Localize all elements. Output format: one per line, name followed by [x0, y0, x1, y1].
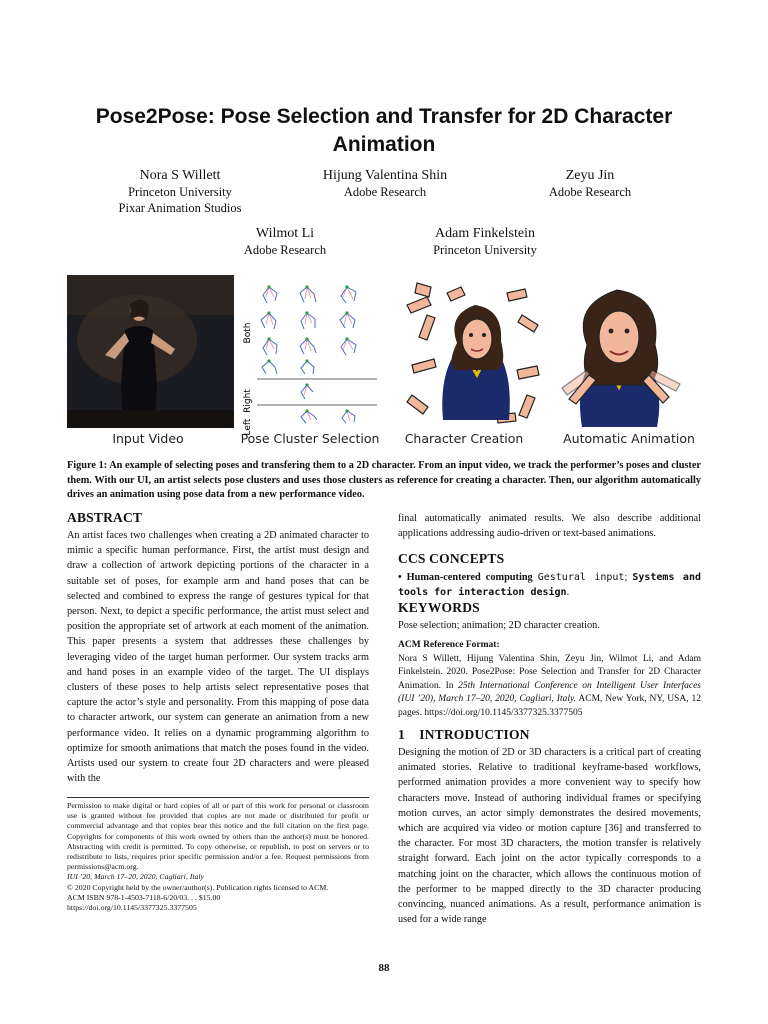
ccs-separator: ;	[624, 572, 633, 583]
reference-heading: ACM Reference Format:	[398, 640, 500, 650]
footnote	[67, 801, 369, 913]
footnote-isbn: ACM ISBN 978-1-4503-7118-6/20/03. . . $15.00	[67, 892, 221, 902]
author-name: Adam Finkelstein	[435, 226, 535, 241]
teaser-figure	[67, 275, 701, 447]
author-block	[200, 225, 370, 258]
ccs-concept: Gestural input	[537, 572, 625, 583]
footnote-copyright: © 2020 Copyright held by the owner/author(s). Publication rights licensed to ACM.	[67, 882, 329, 892]
pose-cluster-panel	[237, 275, 397, 435]
cluster-label: Left	[243, 418, 253, 436]
footnote-doi: https://doi.org/10.1145/3377325.3377505	[67, 903, 197, 913]
author-name: Wilmot Li	[255, 226, 315, 241]
input-video-panel	[67, 275, 234, 428]
author-affiliation: Pixar Animation Studios	[118, 201, 242, 215]
reference-tail: ACM, New York, NY, USA, 12 pages. https://doi.org/10.1145/3377325.3377505	[398, 694, 701, 718]
figure-caption: Figure 1: An example of selecting poses and transfering them to a 2D character. From an input video, we track the performer’s poses and cluster them. With our UI, an artist selects pose clusters and uses those clusters as reference for creating a character. Then, our algorithm automatically drives an animation using pose data from a new performance video.	[67, 460, 701, 500]
paper-title: Pose2Pose: Pose Selection and Transfer for 2D Character Animation	[95, 105, 673, 156]
section-heading: CCS CONCEPTS	[398, 551, 505, 566]
page-number: 88	[378, 962, 390, 974]
author-block	[300, 167, 470, 200]
author-affiliation: Adobe Research	[548, 185, 632, 199]
cluster-label: Both	[243, 322, 253, 344]
author-name: Hijung Valentina Shin	[322, 168, 448, 183]
ccs-end: .	[566, 587, 570, 599]
section-heading: 1 INTRODUCTION	[398, 727, 530, 742]
panel-label: Automatic Animation	[563, 431, 695, 446]
acm-reference	[398, 639, 701, 721]
author-block	[95, 167, 265, 216]
automatic-animation-panel	[557, 275, 701, 428]
ccs-concept: Systems and tools for interaction design	[398, 572, 701, 599]
character-creation-panel	[407, 283, 539, 423]
footnote-rule	[67, 797, 369, 798]
panel-label: Character Creation	[404, 431, 524, 446]
cluster-label: Right	[243, 389, 253, 413]
author-affiliation: Princeton University	[433, 243, 537, 257]
author-block	[400, 225, 570, 258]
author-block	[505, 167, 675, 200]
author-affiliation: Adobe Research	[343, 185, 427, 199]
ccs-concepts	[398, 570, 701, 600]
panel-label: Input Video	[112, 431, 184, 446]
ccs-bullet: • Human-centered computing	[398, 572, 533, 583]
abstract-text: An artist faces two challenges when creating a 2D animated character to mimic a specific human performance. First, the artist must design and draw a collection of artwork depicting portions of the character in a suitable set of poses, for example arm and hand poses that can be selected and combined to express the range of gestures typical for that person. Next, to depict a specific performance, the artist must select and position the appropriate set of artwork at each moment of the animation. This paper presents a system that addresses these challenges by leveraging video of the target human performer. Our system tracks arm and hand poses in an example video of the target. The UI displays clusters of these poses to help artists select representative poses that capture the actor’s style and personality. From this mapping of pose data to character artwork, our system can generate an animation from a new performance video. It relies on a dynamic programming algorithm to optimize for smooth animations that match the poses found in the video. Artists used our system to create four 2D characters and were pleased with the	[67, 530, 369, 785]
footnote-venue: IUI ’20, March 17–20, 2020, Cagliari, Italy	[67, 872, 205, 882]
author-affiliation: Adobe Research	[243, 243, 327, 257]
panel-label: Pose Cluster Selection	[240, 431, 380, 446]
author-affiliation: Princeton University	[128, 185, 232, 199]
section-heading: KEYWORDS	[398, 600, 480, 615]
reference-venue: 25th International Conference on Intelligent User Interfaces (IUI ’20), March 17–20, 2020, Cagliari, Italy.	[398, 680, 701, 705]
author-name: Zeyu Jin	[565, 168, 615, 183]
author-name: Nora S Willett	[139, 168, 221, 183]
abstract-continued: final automatically animated results. We also describe additional applications addressing audio-driven or text-based animations.	[398, 513, 701, 540]
keywords-text: Pose selection; animation; 2D character creation.	[398, 620, 600, 631]
section-heading: ABSTRACT	[67, 510, 143, 525]
permission-text: Permission to make digital or hard copies of all or part of this work for personal or classroom use is granted without fee provided that copies are not made or distributed for profit or commercial advantage and that copies bear this notice and the full citation on the first page. Copyrights for components of this work owned by others than the author(s) must be honored. Abstracting with credit is permitted. To copy otherwise, or republish, to post on servers or to redistribute to lists, requires prior specific permission and/or a fee. Request permissions from permissions@acm.org.	[67, 801, 369, 872]
intro-text: Designing the motion of 2D or 3D characters is a critical part of creating animated stories. Relative to traditional keyframe-based workflows, performed animation provides a more convenient way to specify how characters move. Instead of authoring individual frames or specifying motion curves, an actor simply demonstrates the desired movements, which are acquired via video or motion capture [36] and transferred to the character. For most 3D characters, the motion transfer is relatively straight forward. Each joint on the actor typically corresponds to a matching joint on the character, which allows the continuous motion of the performer to be mapped directly to the 3D character producing convincing, nuanced animations. As a result, performance animation is used for a wide range	[398, 747, 701, 926]
reference-authors: Nora S Willett, Hijung Valentina Shin, Zeyu Jin, Wilmot Li, and Adam Finkelstein. 2020. Pose2Pose: Pose Selection and Transfer for 2D Character Animation. In	[398, 653, 701, 691]
